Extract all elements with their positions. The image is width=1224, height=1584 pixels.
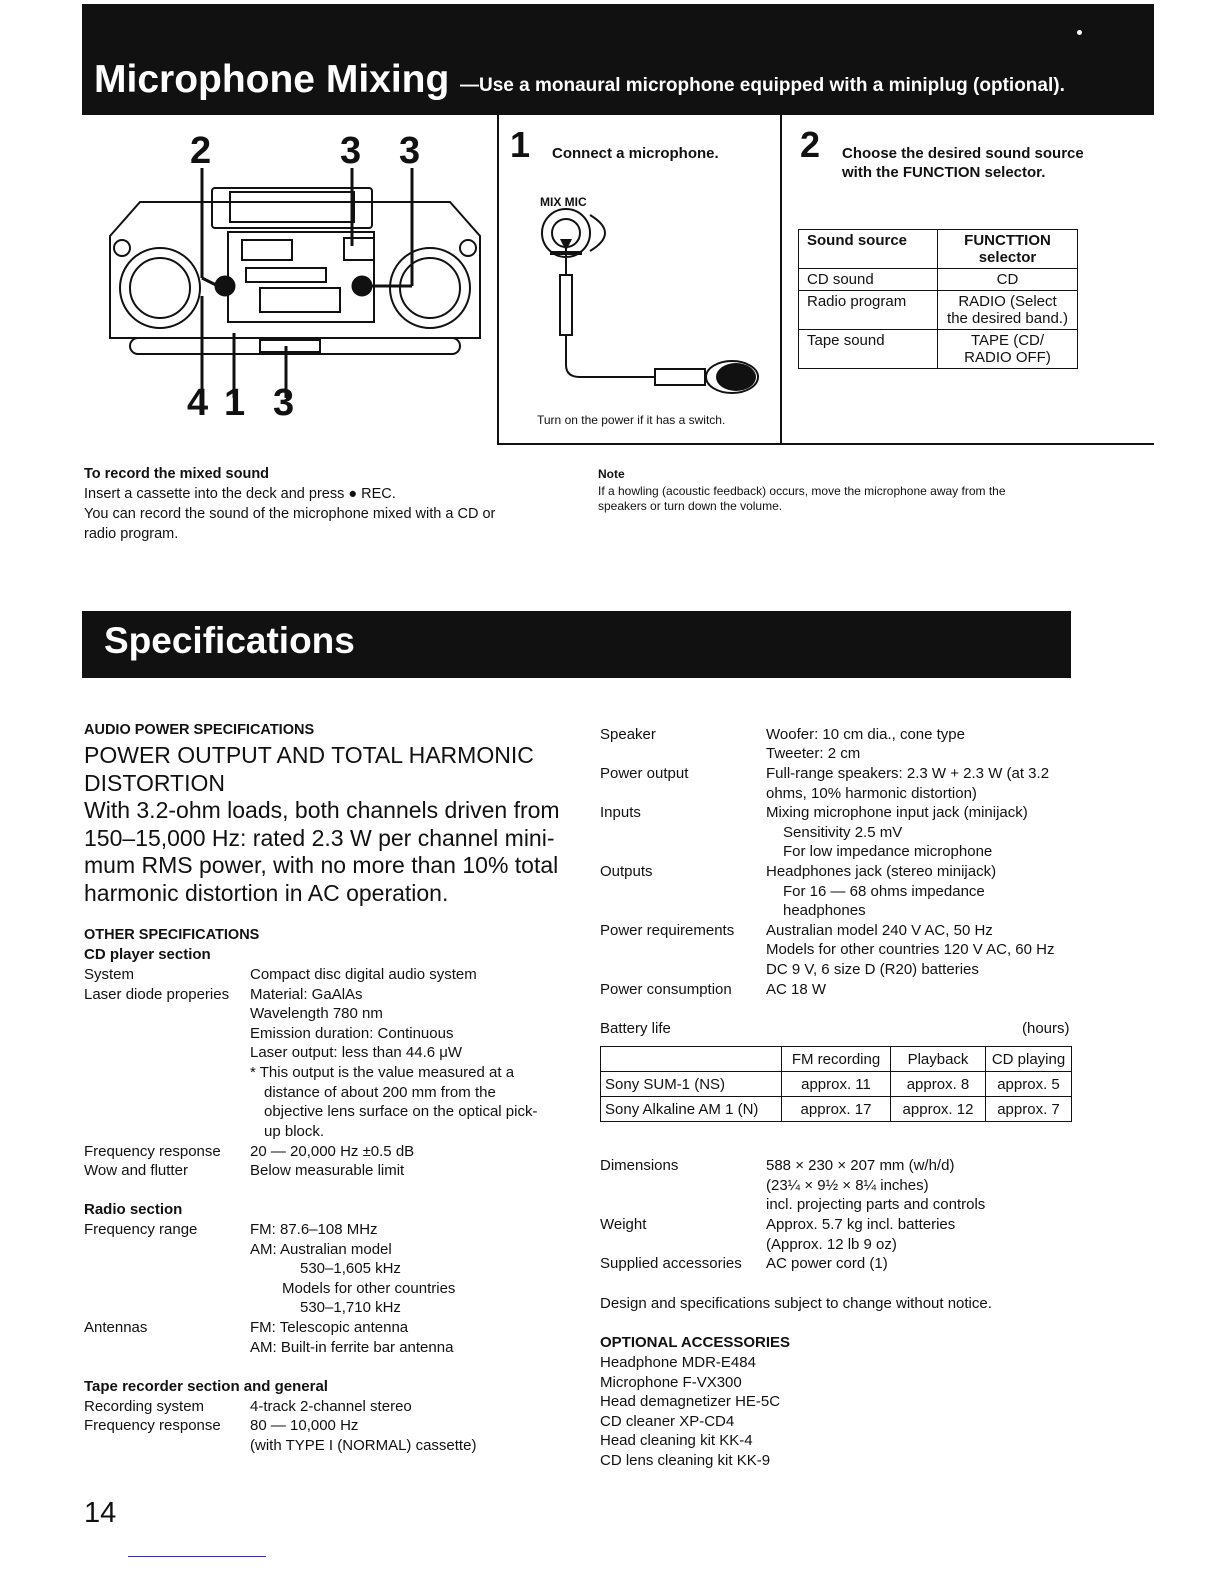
- battery-table-row: [601, 1072, 1072, 1097]
- spec-value: Below measurable limit: [250, 1162, 405, 1179]
- note-line: speakers or turn down the volume.: [598, 499, 783, 513]
- spec-value: AM: Built-in ferrite bar antenna: [250, 1339, 454, 1356]
- spec-label: Frequency response: [84, 1143, 221, 1160]
- step2-title-2: with the FUNCTION selector.: [842, 164, 1046, 181]
- spec-label: Frequency range: [84, 1221, 198, 1238]
- spec-value: Compact disc digital audio system: [250, 966, 477, 983]
- boombox-diagram: [100, 128, 490, 428]
- optional-item: Headphone MDR-E484: [600, 1354, 756, 1371]
- battery-table-row: [601, 1097, 1072, 1122]
- battery-table-header: [601, 1047, 1072, 1072]
- spec-label: Laser diode properies: [84, 986, 230, 1003]
- note-line: If a howling (acoustic feedback) occurs, move the microphone away from the: [598, 484, 1006, 498]
- step1-left-rule: [497, 115, 499, 445]
- callout-1: 1: [224, 382, 246, 424]
- step1-caption: Turn on the power if it has a switch.: [537, 413, 726, 427]
- battery-life-label: Battery life: [600, 1020, 671, 1037]
- audio-paragraph-line: 150–15,000 Hz: rated 2.3 W per channel mini-: [84, 825, 555, 851]
- steps-bottom-rule: [497, 443, 1154, 445]
- battery-header-cell: Playback: [891, 1047, 986, 1072]
- optional-item: Head demagnetizer HE-5C: [600, 1393, 781, 1410]
- function-header-selector: FUNCTTION selector: [938, 230, 1078, 269]
- specifications-header-bar: [82, 611, 1071, 678]
- spec-label: Speaker: [600, 726, 656, 743]
- spec-label: Recording system: [84, 1398, 205, 1415]
- function-table-row: [799, 269, 1078, 291]
- spec-label: Inputs: [600, 804, 641, 821]
- spec-label: Frequency response: [84, 1417, 221, 1434]
- step2-left-rule: [780, 115, 782, 445]
- spec-value: Wavelength 780 nm: [250, 1005, 383, 1022]
- spec-value: Models for other countries 120 V AC, 60 Hz: [766, 941, 1055, 958]
- spec-value: For 16 — 68 ohms impedance: [783, 883, 985, 900]
- spec-value: up block.: [264, 1123, 325, 1140]
- step2-number: 2: [800, 124, 821, 165]
- microphone-diagram: [520, 205, 770, 405]
- other-heading: OTHER SPECIFICATIONS: [84, 927, 260, 943]
- audio-big-line: POWER OUTPUT AND TOTAL HARMONIC: [84, 742, 534, 768]
- mixing-header-bar: [82, 4, 1154, 115]
- function-cell: Radio program: [799, 291, 938, 330]
- change-notice: Design and specifications subject to change without notice.: [600, 1295, 992, 1312]
- mixing-subtitle: —Use a monaural microphone equipped with a miniplug (optional).: [460, 75, 1065, 96]
- function-cell: CD: [938, 269, 1078, 291]
- callout-3c: 3: [273, 382, 295, 424]
- battery-cell: Sony SUM-1 (NS): [601, 1072, 782, 1097]
- specifications-title: Specifications: [104, 620, 355, 661]
- step1-title: Connect a microphone.: [552, 145, 719, 162]
- spec-value: AC 18 W: [766, 981, 827, 998]
- optional-item: CD cleaner XP-CD4: [600, 1413, 735, 1430]
- spec-label: Supplied accessories: [600, 1255, 742, 1272]
- spec-value: objective lens surface on the optical pick-: [264, 1103, 538, 1120]
- spec-value: 20 — 20,000 Hz ±0.5 dB: [250, 1143, 415, 1160]
- callout-4: 4: [187, 382, 209, 424]
- audio-paragraph-line: mum RMS power, with no more than 10% total: [84, 852, 559, 878]
- function-cell: Tape sound: [799, 330, 938, 369]
- spec-value: FM: Telescopic antenna: [250, 1319, 409, 1336]
- function-cell: RADIO (Select the desired band.): [938, 291, 1078, 330]
- spec-value: 530–1,710 kHz: [300, 1299, 401, 1316]
- function-table-header: [799, 230, 1078, 269]
- audio-paragraph-line: With 3.2-ohm loads, both channels driven from: [84, 797, 560, 823]
- spec-value: 4-track 2-channel stereo: [250, 1398, 412, 1415]
- callout-2: 2: [190, 130, 212, 172]
- spec-label: Dimensions: [600, 1157, 679, 1174]
- cd-heading: CD player section: [84, 946, 211, 963]
- battery-header-cell: CD playing: [986, 1047, 1072, 1072]
- mixing-title: Microphone Mixing: [94, 58, 450, 101]
- function-cell: CD sound: [799, 269, 938, 291]
- header-dot: [1077, 30, 1082, 35]
- callout-3a: 3: [340, 130, 362, 172]
- spec-value: For low impedance microphone: [783, 843, 993, 860]
- spec-value: (23¼ × 9½ × 8¼ inches): [766, 1177, 929, 1194]
- spec-value: Mixing microphone input jack (minijack): [766, 804, 1028, 821]
- audio-paragraph-line: harmonic distortion in AC operation.: [84, 880, 449, 906]
- spec-value: headphones: [783, 902, 866, 919]
- radio-heading: Radio section: [84, 1201, 183, 1218]
- tape-heading: Tape recorder section and general: [84, 1378, 328, 1395]
- spec-value: incl. projecting parts and controls: [766, 1196, 986, 1213]
- battery-unit: (hours): [1022, 1020, 1070, 1037]
- optional-item: Microphone F-VX300: [600, 1374, 742, 1391]
- spec-value: Laser output: less than 44.6 μW: [250, 1044, 463, 1061]
- spec-label: Power output: [600, 765, 689, 782]
- function-cell: TAPE (CD/ RADIO OFF): [938, 330, 1078, 369]
- note-title: Note: [598, 467, 625, 481]
- battery-cell: approx. 7: [986, 1097, 1072, 1122]
- audio-big-line: DISTORTION: [84, 770, 225, 796]
- spec-label: Power requirements: [600, 922, 735, 939]
- spec-label: Power consumption: [600, 981, 732, 998]
- spec-value: Full-range speakers: 2.3 W + 2.3 W (at 3.2: [766, 765, 1050, 782]
- function-table-row: [799, 330, 1078, 369]
- battery-cell: approx. 11: [782, 1072, 891, 1097]
- battery-cell: Sony Alkaline AM 1 (N): [601, 1097, 782, 1122]
- spec-value: Emission duration: Continuous: [250, 1025, 454, 1042]
- bottom-rule: [128, 1556, 266, 1557]
- step2-title-1: Choose the desired sound source: [842, 145, 1084, 162]
- battery-header-cell: [601, 1047, 782, 1072]
- spec-value: DC 9 V, 6 size D (R20) batteries: [766, 961, 979, 978]
- spec-value: Tweeter: 2 cm: [766, 745, 861, 762]
- spec-value: 80 — 10,000 Hz: [250, 1417, 359, 1434]
- battery-header-cell: FM recording: [782, 1047, 891, 1072]
- battery-cell: approx. 5: [986, 1072, 1072, 1097]
- optional-item: CD lens cleaning kit KK-9: [600, 1452, 771, 1469]
- spec-label: Antennas: [84, 1319, 148, 1336]
- battery-cell: approx. 17: [782, 1097, 891, 1122]
- battery-cell: approx. 8: [891, 1072, 986, 1097]
- battery-table: [600, 1046, 1072, 1122]
- spec-value: Material: GaAlAs: [250, 986, 363, 1003]
- spec-value: Australian model 240 V AC, 50 Hz: [766, 922, 993, 939]
- spec-value: * This output is the value measured at a: [250, 1064, 515, 1081]
- spec-value: FM: 87.6–108 MHz: [250, 1221, 378, 1238]
- spec-value: 588 × 230 × 207 mm (w/h/d): [766, 1157, 955, 1174]
- spec-value: (with TYPE I (NORMAL) cassette): [250, 1437, 477, 1454]
- spec-label: Weight: [600, 1216, 647, 1233]
- function-table-row: [799, 291, 1078, 330]
- record-line: radio program.: [84, 526, 179, 542]
- spec-value: AM: Australian model: [250, 1241, 392, 1258]
- optional-heading: OPTIONAL ACCESSORIES: [600, 1334, 791, 1351]
- spec-value: Woofer: 10 cm dia., cone type: [766, 726, 965, 743]
- step1-number: 1: [510, 124, 531, 165]
- spec-value: Approx. 5.7 kg incl. batteries: [766, 1216, 956, 1233]
- record-title: To record the mixed sound: [84, 466, 270, 482]
- spec-label: Wow and flutter: [84, 1162, 188, 1179]
- mix-mic-label: MIX MIC: [540, 195, 587, 209]
- spec-value: Models for other countries: [282, 1280, 456, 1297]
- optional-item: Head cleaning kit KK-4: [600, 1432, 753, 1449]
- spec-value: Sensitivity 2.5 mV: [783, 824, 903, 841]
- battery-cell: approx. 12: [891, 1097, 986, 1122]
- spec-value: 530–1,605 kHz: [300, 1260, 401, 1277]
- spec-value: distance of about 200 mm from the: [264, 1084, 496, 1101]
- spec-label: Outputs: [600, 863, 653, 880]
- spec-value: AC power cord (1): [766, 1255, 888, 1272]
- record-line: You can record the sound of the microphone mixed with a CD or: [84, 506, 496, 522]
- spec-value: Headphones jack (stereo minijack): [766, 863, 997, 880]
- callout-3b: 3: [399, 130, 421, 172]
- audio-heading: AUDIO POWER SPECIFICATIONS: [84, 722, 315, 738]
- function-table: [798, 229, 1078, 369]
- spec-value: ohms, 10% harmonic distortion): [766, 785, 977, 802]
- spec-label: System: [84, 966, 135, 983]
- spec-value: (Approx. 12 lb 9 oz): [766, 1236, 897, 1253]
- page-number: 14: [84, 1497, 117, 1529]
- record-line: Insert a cassette into the deck and press ● REC.: [84, 486, 396, 502]
- function-header-source: Sound source: [799, 230, 938, 269]
